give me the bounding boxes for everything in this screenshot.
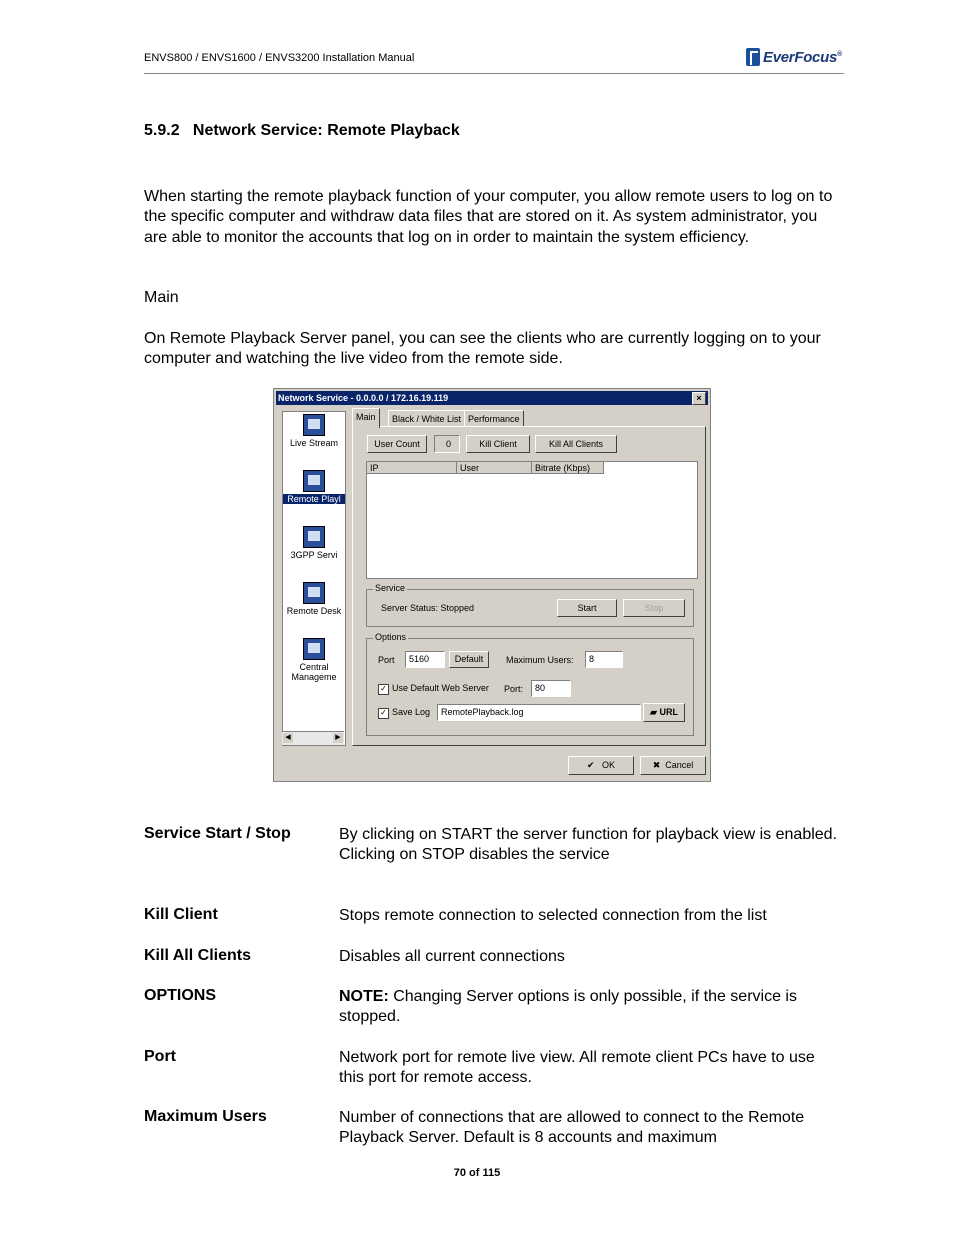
- column-bitrate[interactable]: Bitrate (Kbps): [532, 462, 604, 474]
- port-label: Port: [378, 655, 395, 665]
- nav-label: Remote Desk: [286, 606, 342, 616]
- definition-kill-client: Stops remote connection to selected connection from the list: [339, 907, 767, 924]
- service-group: [366, 583, 694, 627]
- note-label: NOTE:: [339, 988, 389, 1005]
- term-maximum-users: Maximum Users: [144, 1108, 267, 1125]
- port-input[interactable]: 5160: [405, 651, 445, 668]
- scroll-left-icon[interactable]: ◀: [283, 733, 293, 743]
- service-nav-panel: [282, 411, 346, 746]
- nav-label-line2: Manageme: [291, 672, 337, 682]
- folder-icon: ▰: [650, 707, 660, 717]
- default-port-button[interactable]: Default: [449, 651, 489, 668]
- definition-kill-all-clients: Disables all current connections: [339, 948, 565, 965]
- intro-paragraph: When starting the remote playback function of your computer, you allow remote users to log on to the specific computer and withdraw data files that are stored on it. As system administrator, you are able to monitor the accounts that log on in order to maintain the system efficiency.: [144, 188, 833, 246]
- nav-item-3gpp-service[interactable]: [283, 526, 345, 560]
- nav-label: Live Stream: [289, 438, 339, 448]
- tab-performance[interactable]: Performance: [464, 410, 524, 427]
- nav-scrollbar[interactable]: [282, 731, 344, 745]
- save-log-label: Save Log: [392, 707, 431, 717]
- user-count-value: 0: [434, 435, 460, 453]
- definition-service-start-stop: [339, 825, 839, 866]
- x-mark-icon: ✖: [652, 760, 666, 770]
- start-button[interactable]: Start: [557, 599, 617, 617]
- definition-maximum-users: Number of connections that are allowed to connect to the Remote Playback Server. Default is 8 accounts and maximum: [339, 1109, 805, 1147]
- options-group-label: Options: [375, 632, 407, 642]
- checkmark-icon: ✔: [586, 760, 603, 770]
- server-status: Server Status: Stopped: [381, 603, 475, 613]
- everfocus-logo-icon: [746, 48, 760, 66]
- url-button[interactable]: [643, 703, 685, 722]
- dialog-title: Network Service - 0.0.0.0 / 172.16.19.119: [278, 393, 449, 403]
- column-user[interactable]: User: [457, 462, 532, 474]
- definition-port: Network port for remote live view. All remote client PCs have to use this port for remote access.: [339, 1049, 815, 1087]
- brand-name: EverFocus: [763, 48, 837, 66]
- use-default-web-checkbox[interactable]: ✓: [378, 684, 389, 695]
- term-kill-client: Kill Client: [144, 906, 218, 923]
- term-options: OPTIONS: [144, 987, 217, 1004]
- service-group-label: Service: [375, 583, 406, 593]
- panel-description: On Remote Playback Server panel, you can see the clients who are currently logging on to your computer and watching the live video from the remote side.: [144, 330, 821, 368]
- stop-button[interactable]: Stop: [623, 599, 685, 617]
- nav-item-remote-playback[interactable]: [283, 470, 345, 504]
- kill-client-button[interactable]: Kill Client: [466, 435, 530, 453]
- options-group: [366, 632, 694, 736]
- log-file-input[interactable]: RemotePlayback.log: [437, 704, 641, 721]
- save-log-checkbox[interactable]: ✓: [378, 708, 389, 719]
- definition-text-line2: Clicking on STOP disables the service: [339, 846, 610, 864]
- kill-all-clients-button[interactable]: Kill All Clients: [535, 435, 617, 453]
- definition-options: [339, 987, 839, 1028]
- term-port: Port: [144, 1048, 176, 1065]
- header-divider: [144, 73, 844, 74]
- nav-item-live-stream[interactable]: [283, 414, 345, 448]
- definition-text: Changing Server options is only possible, if the service is stopped.: [339, 988, 797, 1026]
- cancel-button-label: Cancel: [665, 760, 694, 770]
- scroll-right-icon[interactable]: ▶: [333, 733, 343, 743]
- page-number: 70 of 115: [453, 1167, 501, 1179]
- brand-registered-mark: ®: [837, 50, 842, 58]
- nav-label: Central: [299, 662, 329, 672]
- main-label: Main: [144, 289, 179, 306]
- user-count-button[interactable]: User Count: [367, 435, 427, 453]
- max-users-input[interactable]: 8: [585, 651, 623, 668]
- close-icon[interactable]: ×: [692, 392, 706, 405]
- monitor-icon: [303, 414, 325, 436]
- ok-button[interactable]: [568, 756, 634, 775]
- term-service-start-stop: Service Start / Stop: [144, 825, 291, 842]
- definition-text: By clicking on START the server function for playback view is enabled.: [339, 826, 838, 843]
- tab-black-white-list[interactable]: Black / White List: [388, 410, 465, 427]
- section-heading: 5.9.2 Network Service: Remote Playback: [144, 122, 460, 139]
- nav-label: 3GPP Servi: [290, 550, 338, 560]
- central-management-icon: [303, 638, 325, 660]
- nav-label: Remote Playl: [283, 494, 345, 504]
- url-button-label: URL: [659, 707, 678, 717]
- max-users-label: Maximum Users:: [506, 655, 574, 665]
- remote-desktop-icon: [303, 582, 325, 604]
- column-ip[interactable]: IP: [367, 462, 457, 474]
- dialog-titlebar: [276, 391, 708, 405]
- remote-playback-icon: [303, 470, 325, 492]
- everfocus-logo: [746, 47, 842, 67]
- nav-item-central-management[interactable]: [283, 638, 345, 682]
- network-service-dialog: [273, 388, 711, 782]
- cancel-button[interactable]: [640, 756, 706, 775]
- client-list[interactable]: [366, 461, 698, 579]
- manual-title: ENVS800 / ENVS1600 / ENVS3200 Installation Manual: [144, 52, 415, 64]
- nav-item-remote-desktop[interactable]: [283, 582, 345, 616]
- phone-icon: [303, 526, 325, 548]
- use-default-web-label: Use Default Web Server: [392, 683, 489, 693]
- tab-main[interactable]: Main: [352, 408, 380, 428]
- web-port-label: Port:: [504, 684, 524, 694]
- web-port-input[interactable]: 80: [531, 680, 571, 697]
- ok-button-label: OK: [602, 760, 616, 770]
- term-kill-all-clients: Kill All Clients: [144, 947, 251, 964]
